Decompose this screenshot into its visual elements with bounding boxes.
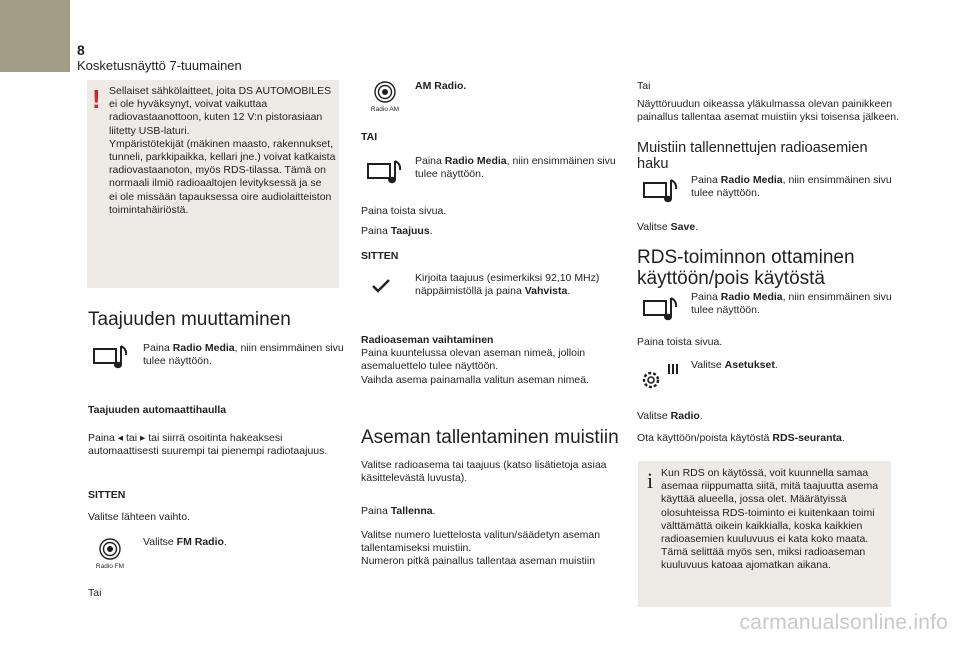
press-radio-media-text: Paina Radio Media, niin ensimmäinen sivu tulee näyttöön.: [415, 155, 616, 181]
save-number-text: Valitse numero luettelosta valitun/säädetyn aseman tallentamiseksi muistiin. Numeron pitkä painallus tallentaa aseman muistiin: [361, 529, 601, 568]
auto-search-heading: Taajuuden automaattihaulla: [88, 404, 227, 416]
warning-line: normaali ilmiö radioaaltojen levityksessä ja se: [109, 177, 322, 190]
warning-line: Sellaiset sähkölaitteet, joita DS AUTOMOBILES: [109, 85, 332, 97]
warning-line: ei ole hyväksynyt, voivat vaikuttaa: [109, 98, 268, 111]
rds-toggle-text: Ota käyttöön/poista käytöstä RDS-seuranta.: [637, 432, 845, 444]
save-intro-text: Valitse radioasema tai taajuus (katso lisätietoja asiaa käsittelevästä luvusta).: [361, 459, 607, 485]
info-line: välttämättä oikein kaikkialla, koska kaikkien: [661, 519, 863, 532]
then-label: SITTEN: [361, 250, 399, 262]
auto-search-text: Paina ◂ tai ▸ tai siirrä osoitinta hakeaksesi automaattisesti suurempi tai pienempi radiotaajuus.: [88, 432, 328, 458]
warning-line: radiovastaanoton, myös RDS-tilassa. Tämä on: [109, 164, 326, 177]
warning-line: radiovastaanottoon, kuten 12 V:n pistorasiaan: [109, 111, 323, 124]
warning-line: liitetty USB-laturi.: [109, 124, 190, 137]
select-fm-text: Valitse FM Radio.: [143, 536, 227, 548]
press-radio-media-text: Paina Radio Media, niin ensimmäinen sivu tulee näyttöön.: [691, 174, 892, 200]
info-line: radioasemien kuuluvuus ei kata koko maata.: [661, 533, 869, 546]
radio-media-icon: [367, 158, 405, 186]
section-heading-rds: RDS-toiminnon ottaminen käyttöön/pois käytöstä: [637, 247, 855, 289]
select-source-text: Valitse lähteen vaihto.: [88, 511, 190, 523]
or-label: Tai: [637, 80, 651, 92]
page-number: 8: [77, 42, 85, 58]
radio-am-icon: [373, 80, 397, 104]
select-radio-text: Valitse Radio.: [637, 410, 703, 422]
radio-am-label: Radio AM: [370, 106, 400, 113]
info-line: olosuhteissa RDS-toiminto ei kuitenkaan toimi: [661, 506, 875, 519]
info-line: käyttää alueella, jossa olet. Määrätyissä: [661, 493, 847, 506]
radio-media-icon: [93, 343, 131, 371]
or-label: TAI: [361, 131, 378, 143]
info-line: asemaa riippumatta siitä, mitä taajuutta asema: [661, 480, 879, 493]
info-text: [661, 467, 878, 573]
info-line: Kun RDS on käytössä, voit kuunnella samaa: [661, 467, 869, 479]
am-radio-text: AM Radio.: [415, 80, 467, 92]
warning-line: Ympäristötekijät (mäkinen maasto, rakennukset,: [109, 137, 334, 150]
check-icon: [372, 278, 390, 294]
radio-fm-icon: [98, 537, 122, 561]
page-title: Kosketusnäyttö 7-tuumainen: [77, 58, 242, 73]
second-page-text: Paina toista sivua.: [637, 336, 723, 348]
second-page-text: Paina toista sivua.: [361, 205, 447, 217]
left-arrow-icon: ◂: [117, 432, 124, 444]
section-heading-frequency: Taajuuden muuttaminen: [88, 309, 291, 330]
warning-icon: !: [92, 84, 101, 114]
radio-fm-label: Radio FM: [95, 563, 125, 570]
info-line: kuuluvuus katoaa ajomatkan aikana.: [661, 559, 831, 572]
press-frequency-text: Paina Taajuus.: [361, 225, 433, 237]
radio-media-icon: [643, 295, 681, 323]
warning-line: ei ole missään tapauksessa oire audiolaitteiston: [109, 190, 332, 203]
press-radio-media-text: Paina Radio Media, niin ensimmäinen sivu tulee näyttöön.: [691, 291, 892, 317]
warning-line: toimintahäiriöstä.: [109, 203, 189, 216]
press-radio-media-text: Paina Radio Media, niin ensimmäinen sivu tulee näyttöön.: [143, 342, 344, 368]
or-label: Tai: [88, 587, 102, 599]
info-icon: i: [647, 468, 654, 493]
select-settings-text: Valitse Asetukset.: [691, 359, 778, 371]
info-line: Tämä selittää myös sen, miksi radioaseman: [661, 546, 866, 559]
then-label: SITTEN: [88, 489, 126, 501]
radio-media-icon: [643, 177, 681, 205]
right-arrow-icon: ▸: [140, 432, 146, 444]
watermark: carmanualsonline.info: [739, 611, 948, 634]
warning-text: [109, 85, 335, 217]
select-save-text: Valitse Save.: [637, 221, 699, 233]
save-button-text: Näyttöruudun oikeassa yläkulmassa olevan painikkeen painallus tallentaa asemat muistiin yksi toisensa jälkeen.: [637, 98, 900, 124]
change-station-text: Radioaseman vaihtaminen Paina kuuntelussa olevan aseman nimeä, jolloin asemaluettelo tulee näyttöön. Vaihda asema painamalla valitun aseman nimeä.: [361, 334, 590, 386]
chapter-tab: [0, 0, 70, 72]
section-heading-save: Aseman tallentaminen muistiin: [361, 427, 619, 448]
warning-line: tunneli, parkkipaikka, kellari jne.) voivat katkaista: [109, 151, 336, 164]
press-save-text: Paina Tallenna.: [361, 505, 436, 517]
settings-icon: [637, 362, 681, 392]
section-heading-search: Muistiin tallennettujen radioasemien haku: [637, 140, 868, 172]
enter-frequency-text: Kirjoita taajuus (esimerkiksi 92,10 MHz) näppäimistöllä ja paina Vahvista.: [415, 272, 600, 298]
